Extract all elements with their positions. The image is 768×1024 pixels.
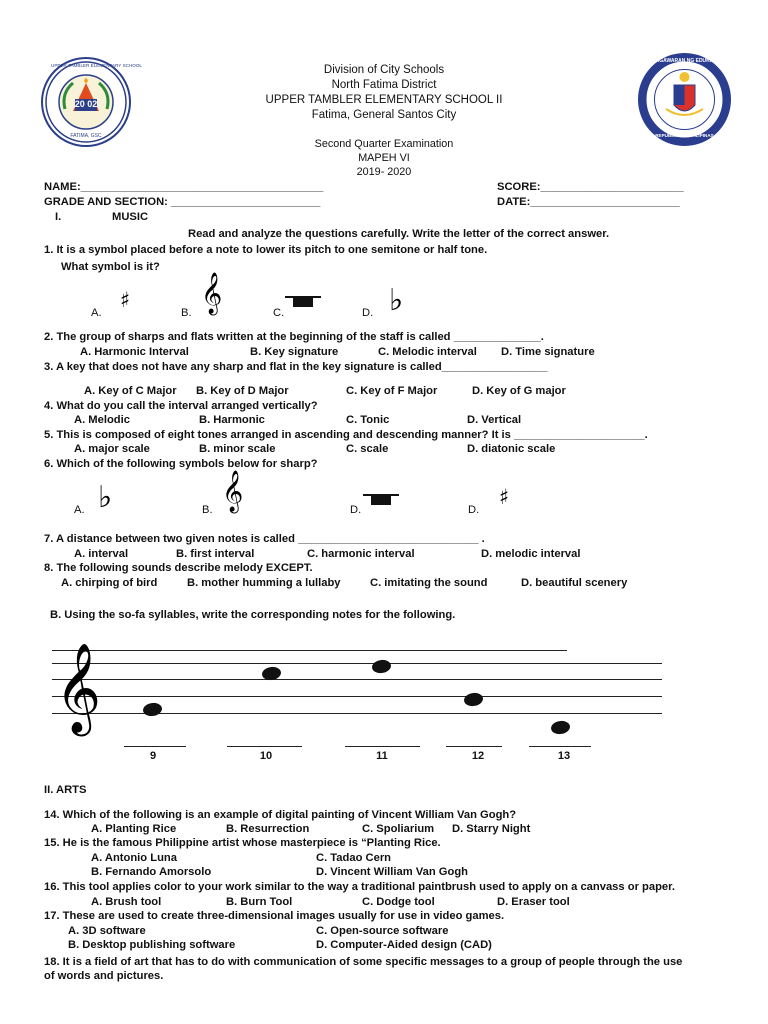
question-16: 16. This tool applies color to your work similar to the way a traditional paintbrush used to apply on a canvass or paper. (44, 881, 675, 893)
flat-icon: ♭ (98, 480, 113, 515)
q14-option-d: D. Starry Night (452, 823, 531, 835)
q7-option-a: A. interval (74, 548, 129, 560)
q16-option-b: B. Burn Tool (226, 896, 293, 908)
q4-option-b: B. Harmonic (199, 414, 265, 426)
part-b-instruction: B. Using the so-fa syllables, write the corresponding notes for the following. (50, 609, 456, 621)
exam-year: 2019- 2020 (356, 166, 412, 178)
question-5: 5. This is composed of eight tones arranged in ascending and descending manner? It is _____________________. (44, 429, 648, 441)
sharp-icon: ♯ (120, 288, 131, 312)
q2-option-c: C. Melodic interval (378, 346, 477, 358)
q4-option-a: A. Melodic (74, 414, 130, 426)
q5-option-d: D. diatonic scale (467, 443, 556, 455)
question-8: 8. The following sounds describe melody EXCEPT. (44, 562, 313, 574)
sharp-icon: ♯ (499, 485, 510, 509)
section-title-arts: II. ARTS (44, 784, 87, 796)
note-11 (371, 659, 392, 675)
treble-clef-icon: 𝄞 (201, 273, 223, 314)
question-18: 18. It is a field of art that has to do with communication of some specific messages to a group of people through the use (44, 956, 683, 968)
q14-option-b: B. Resurrection (226, 823, 310, 835)
q14-option-c: C. Spoliarium (362, 823, 435, 835)
left-seal-bottom-text: FATIMA, GSC (70, 133, 102, 139)
answer-blank-13[interactable] (529, 746, 591, 747)
q6-option-d: D. (468, 504, 480, 516)
question-15: 15. He is the famous Philippine artist whose masterpiece is “Planting Rice. (44, 837, 441, 849)
q8-option-b: B. mother humming a lullaby (187, 577, 341, 589)
instruction-text: Read and analyze the questions carefully. Write the letter of the correct answer. (188, 228, 610, 240)
question-2: 2. The group of sharps and flats written at the beginning of the staff is called ______________. (44, 331, 544, 343)
q8-option-d: D. beautiful scenery (521, 577, 628, 589)
section-numeral: I. (55, 211, 62, 223)
grade-section-field[interactable]: GRADE AND SECTION: ________________________ (44, 196, 321, 208)
question-6: 6. Which of the following symbols below for sharp? (44, 458, 318, 470)
question-14: 14. Which of the following is an example of digital painting of Vincent William Van Gogh? (44, 809, 517, 821)
question-17: 17. These are used to create three-dimensional images usually for use in video games. (44, 910, 505, 922)
q7-option-c: C. harmonic interval (307, 548, 415, 560)
q8-option-c: C. imitating the sound (370, 577, 488, 589)
exam-subject: MAPEH VI (358, 152, 410, 164)
q14-option-a: A. Planting Rice (91, 823, 177, 835)
q17-option-a: A. 3D software (68, 925, 146, 937)
note-13 (550, 720, 571, 736)
exam-title: Second Quarter Examination (314, 138, 454, 150)
q6-option-c: D. (350, 504, 362, 516)
header-division: Division of City Schools (323, 64, 445, 76)
flat-icon: ♭ (389, 283, 404, 318)
q4-option-c: C. Tonic (346, 414, 390, 426)
whole-rest-icon (285, 294, 321, 310)
q2-option-a: A. Harmonic Interval (80, 346, 189, 358)
q5-option-c: C. scale (346, 443, 389, 455)
q6-option-b: B. (202, 504, 213, 516)
question-3: 3. A key that does not have any sharp and flat in the key signature is called_________________ (44, 361, 548, 373)
q15-option-a: A. Antonio Luna (91, 852, 177, 864)
section-title-music: MUSIC (112, 211, 149, 223)
question-1: 1. It is a symbol placed before a note to lower its pitch to one semitone or half tone. (44, 244, 488, 256)
answer-blank-10[interactable] (227, 746, 302, 747)
question-18-cont: of words and pictures. (44, 970, 164, 982)
q15-option-d: D. Vincent William Van Gogh (316, 866, 468, 878)
label-11: 11 (376, 750, 388, 762)
q16-option-a: A. Brush tool (91, 896, 162, 908)
q3-option-b: B. Key of D Major (196, 385, 289, 397)
answer-blank-11[interactable] (345, 746, 420, 747)
answer-blank-9[interactable] (124, 746, 186, 747)
q1-option-a: A. (91, 307, 102, 319)
label-10: 10 (259, 750, 273, 762)
header-district: North Fatima District (331, 79, 437, 91)
q2-option-d: D. Time signature (501, 346, 595, 358)
q15-option-b: B. Fernando Amorsolo (91, 866, 212, 878)
q3-option-c: C. Key of F Major (346, 385, 438, 397)
right-seal-bottom-text: REPUBLIKA NG PILIPINAS (655, 133, 714, 138)
label-13: 13 (557, 750, 571, 762)
q7-option-d: D. melodic interval (481, 548, 581, 560)
whole-rest-icon (363, 492, 399, 508)
q3-option-d: D. Key of G major (472, 385, 566, 397)
note-12 (463, 692, 484, 708)
header-school: UPPER TAMBLER ELEMENTARY SCHOOL II (265, 94, 503, 106)
name-field[interactable]: NAME:_______________________________________ (44, 181, 324, 193)
treble-clef-icon: 𝄞 (55, 643, 102, 733)
question-7: 7. A distance between two given notes is called _____________________________ . (44, 533, 485, 545)
q2-option-b: B. Key signature (250, 346, 339, 358)
note-9 (142, 702, 163, 718)
q3-option-a: A. Key of C Major (84, 385, 177, 397)
q5-option-b: B. minor scale (199, 443, 276, 455)
q1-option-d: D. (362, 307, 374, 319)
q6-option-a: A. (74, 504, 85, 516)
treble-clef-icon: 𝄞 (222, 471, 244, 512)
label-12: 12 (471, 750, 485, 762)
q5-option-a: A. major scale (74, 443, 150, 455)
q8-option-a: A. chirping of bird (61, 577, 158, 589)
left-seal-year: 20 02 (74, 99, 98, 109)
date-field[interactable]: DATE:________________________ (497, 196, 680, 208)
q1-option-b: B. (181, 307, 192, 319)
question-1-sub: What symbol is it? (61, 261, 160, 273)
q15-option-c: C. Tadao Cern (316, 852, 392, 864)
q4-option-d: D. Vertical (467, 414, 522, 426)
question-4: 4. What do you call the interval arranged vertically? (44, 400, 318, 412)
q17-option-b: B. Desktop publishing software (68, 939, 236, 951)
header-address: Fatima, General Santos City (311, 109, 457, 121)
q17-option-d: D. Computer-Aided design (CAD) (316, 939, 492, 951)
answer-blank-12[interactable] (446, 746, 502, 747)
left-seal-ring-text: UPPER TAMBLER ELEMENTARY SCHOOL (51, 63, 142, 68)
right-seal-ring-text: KAGAWARAN NG EDUKASYON (652, 58, 728, 64)
q1-option-c: C. (273, 307, 285, 319)
q16-option-c: C. Dodge tool (362, 896, 435, 908)
label-9: 9 (149, 750, 157, 762)
q16-option-d: D. Eraser tool (497, 896, 570, 908)
score-field[interactable]: SCORE:_______________________ (497, 181, 684, 193)
q17-option-c: C. Open-source software (316, 925, 449, 937)
q7-option-b: B. first interval (176, 548, 255, 560)
